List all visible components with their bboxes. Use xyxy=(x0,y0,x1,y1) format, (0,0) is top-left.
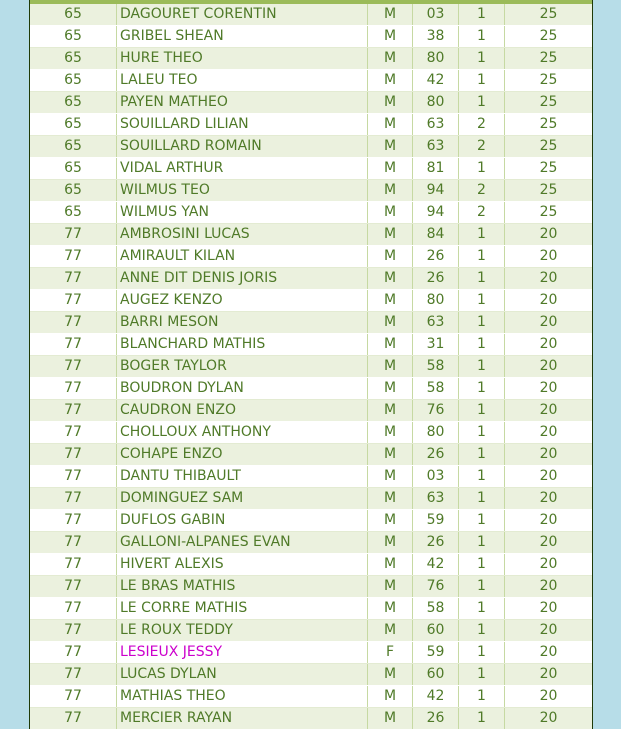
table-row xyxy=(30,158,592,180)
rank-cell[interactable]: 65 xyxy=(30,70,117,92)
department-cell[interactable]: 63 xyxy=(413,136,459,158)
department-cell[interactable]: 63 xyxy=(413,488,459,510)
name-cell[interactable]: ANNE DIT DENIS JORIS xyxy=(117,268,368,290)
rank-cell[interactable]: 77 xyxy=(30,664,117,686)
table-row xyxy=(30,576,592,598)
rank-cell[interactable]: 65 xyxy=(30,158,117,180)
table-row xyxy=(30,48,592,70)
table-row xyxy=(30,664,592,686)
department-cell[interactable]: 31 xyxy=(413,334,459,356)
count-cell[interactable]: 1 xyxy=(459,48,505,70)
sex-cell[interactable]: M xyxy=(368,114,413,136)
points-cell[interactable]: 25 xyxy=(505,202,593,224)
name-cell[interactable]: DANTU THIBAULT xyxy=(117,466,368,488)
sex-cell[interactable]: M xyxy=(368,510,413,532)
rank-cell[interactable]: 77 xyxy=(30,642,117,664)
name-cell[interactable]: AMBROSINI LUCAS xyxy=(117,224,368,246)
rank-cell[interactable]: 77 xyxy=(30,290,117,312)
rank-cell[interactable]: 65 xyxy=(30,114,117,136)
sex-cell[interactable]: M xyxy=(368,4,413,26)
points-cell[interactable]: 20 xyxy=(505,378,593,400)
rank-cell[interactable]: 65 xyxy=(30,4,117,26)
rank-cell[interactable]: 77 xyxy=(30,246,117,268)
department-cell[interactable]: 80 xyxy=(413,422,459,444)
rank-cell[interactable]: 77 xyxy=(30,444,117,466)
name-cell[interactable]: DOMINGUEZ SAM xyxy=(117,488,368,510)
rank-cell[interactable]: 65 xyxy=(30,26,117,48)
count-cell[interactable]: 1 xyxy=(459,400,505,422)
points-cell[interactable]: 20 xyxy=(505,620,593,642)
rank-cell[interactable]: 77 xyxy=(30,488,117,510)
department-cell[interactable]: 94 xyxy=(413,202,459,224)
points-cell[interactable]: 25 xyxy=(505,4,593,26)
name-cell[interactable]: COHAPE ENZO xyxy=(117,444,368,466)
sex-cell[interactable]: M xyxy=(368,686,413,708)
rank-cell[interactable]: 77 xyxy=(30,598,117,620)
points-cell[interactable]: 25 xyxy=(505,158,593,180)
name-cell[interactable]: AMIRAULT KILAN xyxy=(117,246,368,268)
department-cell[interactable]: 03 xyxy=(413,4,459,26)
table-row xyxy=(30,400,592,422)
rank-cell[interactable]: 77 xyxy=(30,532,117,554)
rank-cell[interactable]: 77 xyxy=(30,224,117,246)
table-row xyxy=(30,246,592,268)
table-row xyxy=(30,532,592,554)
rank-cell[interactable]: 65 xyxy=(30,180,117,202)
table-row xyxy=(30,356,592,378)
count-cell[interactable]: 2 xyxy=(459,136,505,158)
table-row xyxy=(30,92,592,114)
name-cell[interactable]: LALEU TEO xyxy=(117,70,368,92)
points-cell[interactable]: 20 xyxy=(505,664,593,686)
sex-cell[interactable]: F xyxy=(368,642,413,664)
sex-cell[interactable]: M xyxy=(368,202,413,224)
sex-cell[interactable]: M xyxy=(368,576,413,598)
department-cell[interactable]: 26 xyxy=(413,708,459,729)
count-cell[interactable]: 1 xyxy=(459,70,505,92)
table-row xyxy=(30,290,592,312)
department-cell[interactable]: 26 xyxy=(413,246,459,268)
table-row xyxy=(30,488,592,510)
points-cell[interactable]: 20 xyxy=(505,466,593,488)
points-cell[interactable]: 20 xyxy=(505,598,593,620)
sex-cell[interactable]: M xyxy=(368,356,413,378)
name-cell[interactable]: HIVERT ALEXIS xyxy=(117,554,368,576)
table-row xyxy=(30,224,592,246)
count-cell[interactable]: 2 xyxy=(459,202,505,224)
count-cell[interactable]: 1 xyxy=(459,334,505,356)
points-cell[interactable]: 20 xyxy=(505,576,593,598)
rank-cell[interactable]: 77 xyxy=(30,356,117,378)
name-cell[interactable]: LUCAS DYLAN xyxy=(117,664,368,686)
name-cell[interactable]: BOUDRON DYLAN xyxy=(117,378,368,400)
sex-cell[interactable]: M xyxy=(368,158,413,180)
department-cell[interactable]: 80 xyxy=(413,92,459,114)
points-cell[interactable]: 20 xyxy=(505,444,593,466)
count-cell[interactable]: 1 xyxy=(459,686,505,708)
sex-cell[interactable]: M xyxy=(368,400,413,422)
table-row xyxy=(30,422,592,444)
department-cell[interactable]: 59 xyxy=(413,510,459,532)
name-cell[interactable]: WILMUS YAN xyxy=(117,202,368,224)
name-cell[interactable]: PAYEN MATHEO xyxy=(117,92,368,114)
name-cell[interactable]: CHOLLOUX ANTHONY xyxy=(117,422,368,444)
count-cell[interactable]: 1 xyxy=(459,290,505,312)
count-cell[interactable]: 1 xyxy=(459,466,505,488)
rank-cell[interactable]: 77 xyxy=(30,334,117,356)
department-cell[interactable]: 58 xyxy=(413,598,459,620)
points-cell[interactable]: 20 xyxy=(505,510,593,532)
table-row xyxy=(30,686,592,708)
sex-cell[interactable]: M xyxy=(368,136,413,158)
sex-cell[interactable]: M xyxy=(368,466,413,488)
rank-cell[interactable]: 77 xyxy=(30,268,117,290)
points-cell[interactable]: 20 xyxy=(505,356,593,378)
name-cell[interactable]: GRIBEL SHEAN xyxy=(117,26,368,48)
rank-cell[interactable]: 65 xyxy=(30,92,117,114)
department-cell[interactable]: 58 xyxy=(413,378,459,400)
points-cell[interactable]: 20 xyxy=(505,554,593,576)
rank-cell[interactable]: 77 xyxy=(30,466,117,488)
table-row xyxy=(30,70,592,92)
department-cell[interactable]: 80 xyxy=(413,48,459,70)
department-cell[interactable]: 63 xyxy=(413,114,459,136)
sex-cell[interactable]: M xyxy=(368,598,413,620)
sex-cell[interactable]: M xyxy=(368,48,413,70)
name-cell[interactable]: LESIEUX JESSY xyxy=(117,642,368,664)
name-cell[interactable]: MERCIER RAYAN xyxy=(117,708,368,729)
count-cell[interactable]: 1 xyxy=(459,4,505,26)
rank-cell[interactable]: 77 xyxy=(30,422,117,444)
sex-cell[interactable]: M xyxy=(368,444,413,466)
count-cell[interactable]: 1 xyxy=(459,312,505,334)
name-cell[interactable]: DUFLOS GABIN xyxy=(117,510,368,532)
name-cell[interactable]: DAGOURET CORENTIN xyxy=(117,4,368,26)
department-cell[interactable]: 76 xyxy=(413,576,459,598)
department-cell[interactable]: 80 xyxy=(413,290,459,312)
table-row xyxy=(30,136,592,158)
table-row xyxy=(30,114,592,136)
points-cell[interactable]: 25 xyxy=(505,70,593,92)
rank-cell[interactable]: 77 xyxy=(30,400,117,422)
sex-cell[interactable]: M xyxy=(368,532,413,554)
table-row xyxy=(30,202,592,224)
points-cell[interactable]: 20 xyxy=(505,224,593,246)
name-cell[interactable]: VIDAL ARTHUR xyxy=(117,158,368,180)
count-cell[interactable]: 1 xyxy=(459,224,505,246)
table-row xyxy=(30,378,592,400)
name-cell[interactable]: BARRI MESON xyxy=(117,312,368,334)
points-cell[interactable]: 25 xyxy=(505,180,593,202)
count-cell[interactable]: 1 xyxy=(459,26,505,48)
count-cell[interactable]: 1 xyxy=(459,158,505,180)
department-cell[interactable]: 38 xyxy=(413,26,459,48)
count-cell[interactable]: 2 xyxy=(459,180,505,202)
department-cell[interactable]: 60 xyxy=(413,664,459,686)
sex-cell[interactable]: M xyxy=(368,180,413,202)
count-cell[interactable]: 1 xyxy=(459,488,505,510)
department-cell[interactable]: 60 xyxy=(413,620,459,642)
sex-cell[interactable]: M xyxy=(368,554,413,576)
sex-cell[interactable]: M xyxy=(368,422,413,444)
table-row xyxy=(30,708,592,729)
count-cell[interactable]: 1 xyxy=(459,598,505,620)
table-row xyxy=(30,510,592,532)
sex-cell[interactable]: M xyxy=(368,334,413,356)
points-cell[interactable]: 20 xyxy=(505,334,593,356)
sex-cell[interactable]: M xyxy=(368,664,413,686)
points-cell[interactable]: 20 xyxy=(505,488,593,510)
sex-cell[interactable]: M xyxy=(368,246,413,268)
department-cell[interactable]: 26 xyxy=(413,532,459,554)
points-cell[interactable]: 20 xyxy=(505,686,593,708)
name-cell[interactable]: BLANCHARD MATHIS xyxy=(117,334,368,356)
department-cell[interactable]: 59 xyxy=(413,642,459,664)
count-cell[interactable]: 1 xyxy=(459,422,505,444)
count-cell[interactable]: 1 xyxy=(459,554,505,576)
points-cell[interactable]: 25 xyxy=(505,48,593,70)
points-cell[interactable]: 20 xyxy=(505,642,593,664)
spreadsheet-view xyxy=(29,0,593,729)
table-row xyxy=(30,466,592,488)
name-cell[interactable]: SOUILLARD ROMAIN xyxy=(117,136,368,158)
department-cell[interactable]: 63 xyxy=(413,312,459,334)
rank-cell[interactable]: 77 xyxy=(30,510,117,532)
sex-cell[interactable]: M xyxy=(368,620,413,642)
department-cell[interactable]: 26 xyxy=(413,268,459,290)
department-cell[interactable]: 84 xyxy=(413,224,459,246)
table-row xyxy=(30,642,592,664)
count-cell[interactable]: 1 xyxy=(459,576,505,598)
count-cell[interactable]: 1 xyxy=(459,444,505,466)
sex-cell[interactable]: M xyxy=(368,708,413,729)
department-cell[interactable]: 76 xyxy=(413,400,459,422)
name-cell[interactable]: CAUDRON ENZO xyxy=(117,400,368,422)
count-cell[interactable]: 1 xyxy=(459,620,505,642)
points-cell[interactable]: 20 xyxy=(505,708,593,729)
count-cell[interactable]: 1 xyxy=(459,268,505,290)
count-cell[interactable]: 2 xyxy=(459,114,505,136)
sex-cell[interactable]: M xyxy=(368,290,413,312)
results-table xyxy=(30,4,592,729)
name-cell[interactable]: HURE THEO xyxy=(117,48,368,70)
table-row xyxy=(30,620,592,642)
count-cell[interactable]: 1 xyxy=(459,378,505,400)
department-cell[interactable]: 81 xyxy=(413,158,459,180)
points-cell[interactable]: 20 xyxy=(505,532,593,554)
points-cell[interactable]: 25 xyxy=(505,26,593,48)
name-cell[interactable]: LE CORRE MATHIS xyxy=(117,598,368,620)
count-cell[interactable]: 1 xyxy=(459,642,505,664)
department-cell[interactable]: 03 xyxy=(413,466,459,488)
table-row xyxy=(30,554,592,576)
name-cell[interactable]: AUGEZ KENZO xyxy=(117,290,368,312)
department-cell[interactable]: 58 xyxy=(413,356,459,378)
sex-cell[interactable]: M xyxy=(368,488,413,510)
name-cell[interactable]: LE BRAS MATHIS xyxy=(117,576,368,598)
table-row xyxy=(30,598,592,620)
sex-cell[interactable]: M xyxy=(368,224,413,246)
department-cell[interactable]: 42 xyxy=(413,686,459,708)
points-cell[interactable]: 25 xyxy=(505,136,593,158)
count-cell[interactable]: 1 xyxy=(459,510,505,532)
table-row xyxy=(30,26,592,48)
sex-cell[interactable]: M xyxy=(368,92,413,114)
table-row xyxy=(30,4,592,26)
name-cell[interactable]: LE ROUX TEDDY xyxy=(117,620,368,642)
count-cell[interactable]: 1 xyxy=(459,246,505,268)
results-table-body xyxy=(30,4,592,729)
department-cell[interactable]: 26 xyxy=(413,444,459,466)
rank-cell[interactable]: 77 xyxy=(30,620,117,642)
rank-cell[interactable]: 77 xyxy=(30,708,117,729)
department-cell[interactable]: 42 xyxy=(413,554,459,576)
name-cell[interactable]: WILMUS TEO xyxy=(117,180,368,202)
points-cell[interactable]: 25 xyxy=(505,114,593,136)
points-cell[interactable]: 20 xyxy=(505,268,593,290)
rank-cell[interactable]: 65 xyxy=(30,202,117,224)
rank-cell[interactable]: 65 xyxy=(30,48,117,70)
table-row xyxy=(30,180,592,202)
table-row xyxy=(30,444,592,466)
table-row xyxy=(30,268,592,290)
rank-cell[interactable]: 77 xyxy=(30,576,117,598)
rank-cell[interactable]: 77 xyxy=(30,686,117,708)
sex-cell[interactable]: M xyxy=(368,378,413,400)
table-row xyxy=(30,334,592,356)
department-cell[interactable]: 94 xyxy=(413,180,459,202)
points-cell[interactable]: 20 xyxy=(505,400,593,422)
points-cell[interactable]: 20 xyxy=(505,422,593,444)
count-cell[interactable]: 1 xyxy=(459,708,505,729)
rank-cell[interactable]: 65 xyxy=(30,136,117,158)
points-cell[interactable]: 20 xyxy=(505,312,593,334)
points-cell[interactable]: 20 xyxy=(505,290,593,312)
count-cell[interactable]: 1 xyxy=(459,664,505,686)
sex-cell[interactable]: M xyxy=(368,70,413,92)
rank-cell[interactable]: 77 xyxy=(30,554,117,576)
sex-cell[interactable]: M xyxy=(368,312,413,334)
table-row xyxy=(30,312,592,334)
department-cell[interactable]: 42 xyxy=(413,70,459,92)
name-cell[interactable]: BOGER TAYLOR xyxy=(117,356,368,378)
points-cell[interactable]: 20 xyxy=(505,246,593,268)
points-cell[interactable]: 25 xyxy=(505,92,593,114)
name-cell[interactable]: SOUILLARD LILIAN xyxy=(117,114,368,136)
sex-cell[interactable]: M xyxy=(368,26,413,48)
name-cell[interactable]: GALLONI-ALPANES EVAN xyxy=(117,532,368,554)
name-cell[interactable]: MATHIAS THEO xyxy=(117,686,368,708)
count-cell[interactable]: 1 xyxy=(459,92,505,114)
sex-cell[interactable]: M xyxy=(368,268,413,290)
rank-cell[interactable]: 77 xyxy=(30,378,117,400)
count-cell[interactable]: 1 xyxy=(459,532,505,554)
rank-cell[interactable]: 77 xyxy=(30,312,117,334)
count-cell[interactable]: 1 xyxy=(459,356,505,378)
